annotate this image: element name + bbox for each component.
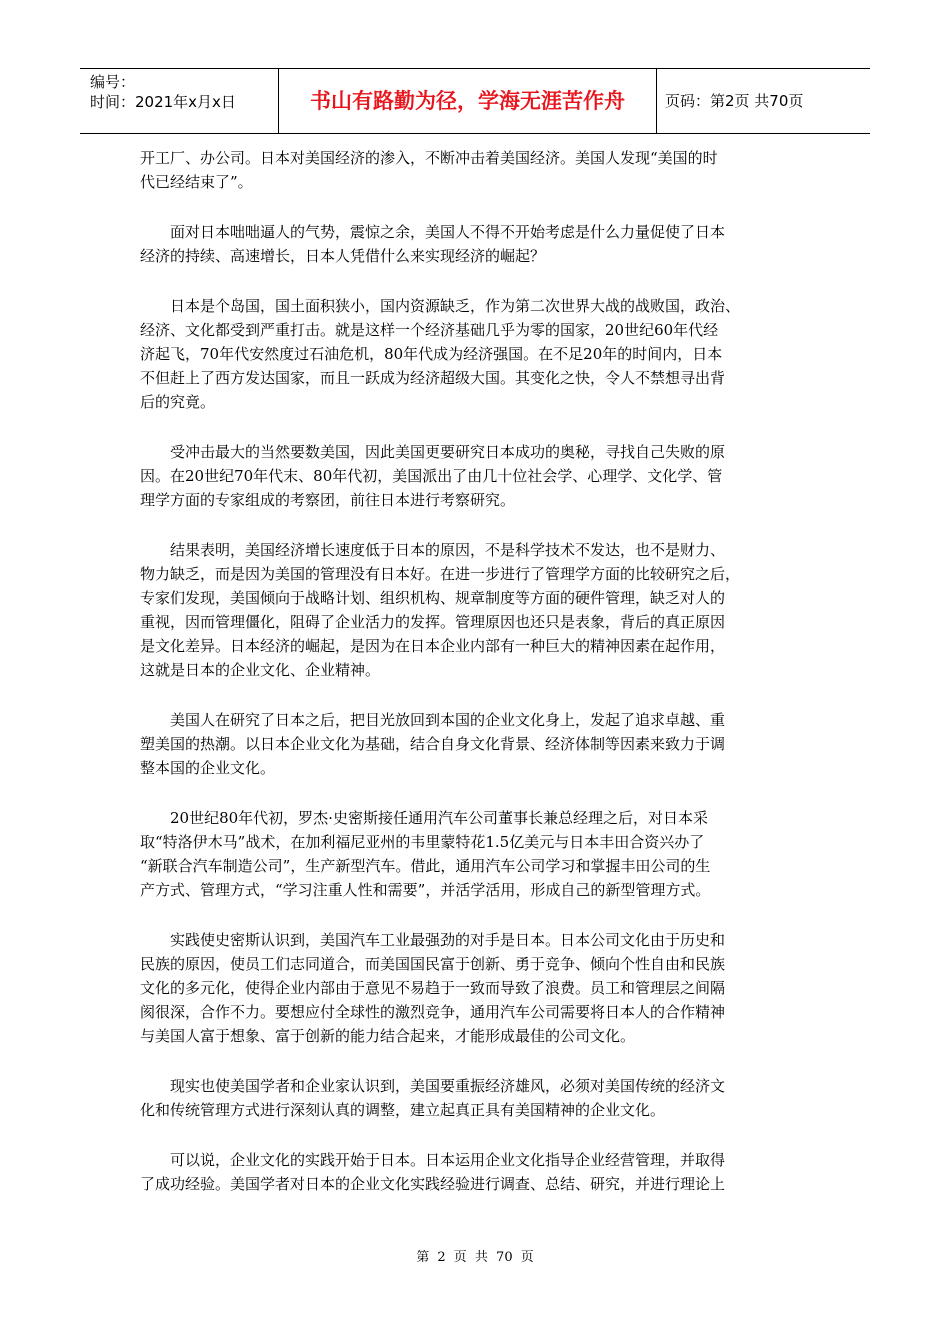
- paragraph-line: 代已经结束了”。: [140, 173, 253, 191]
- paragraph-line: 因。在20世纪70年代末、80年代初，美国派出了由几十位社会学、心理学、文化学、管: [140, 467, 723, 485]
- paragraph-line: 专家们发现，美国倾向于战略计划、组织机构、规章制度等方面的硬件管理，缺乏对人的: [140, 589, 726, 607]
- paragraph-line: 日本是个岛国，国土面积狭小，国内资源缺乏，作为第二次世界大战的战败国，政治、: [170, 297, 741, 315]
- paragraph-line: 经济、文化都受到严重打击。就是这样一个经济基础几乎为零的国家，20世纪60年代经: [140, 321, 719, 339]
- paragraph-line: 产方式、管理方式，“学习注重人性和需要”，并活学活用，形成自己的新型管理方式。: [140, 881, 711, 899]
- paragraph-line: 实践使史密斯认识到，美国汽车工业最强劲的对手是日本。日本公司文化由于历史和: [170, 931, 726, 949]
- document-body: [140, 146, 805, 1222]
- paragraph-line: 是文化差异。日本经济的崛起，是因为在日本企业内部有一种巨大的精神因素在起作用，: [140, 637, 726, 655]
- paragraph-line: 美国人在研究了日本之后，把目光放回到本国的企业文化身上，发起了追求卓越、重: [170, 711, 726, 729]
- paragraph-line: 整本国的企业文化。: [140, 759, 276, 777]
- paragraph-line: 后的究竟。: [140, 393, 216, 411]
- paragraph-line: 化和传统管理方式进行深刻认真的调整，建立起真正具有美国精神的企业文化。: [140, 1101, 666, 1119]
- paragraph-line: 塑美国的热潮。以日本企业文化为基础，结合自身文化背景、经济体制等因素来致力于调: [140, 735, 726, 753]
- paragraph-line: 现实也使美国学者和企业家认识到，美国要重振经济雄风，必须对美国传统的经济文: [170, 1077, 726, 1095]
- paragraph-line: “新联合汽车制造公司”，生产新型汽车。借此，通用汽车公司学习和掌握丰田公司的生: [140, 857, 711, 875]
- paragraph: [140, 294, 805, 414]
- paragraph-line: 面对日本咄咄逼人的气势，震惊之余，美国人不得不开始考虑是什么力量促使了日本: [170, 223, 726, 241]
- paragraph-line: 物力缺乏，而是因为美国的管理没有日本好。在进一步进行了管理学方面的比较研究之后，: [140, 565, 741, 583]
- paragraph-line: 20世纪80年代初，罗杰·史密斯接任通用汽车公司董事长兼总经理之后，对日本采: [170, 809, 708, 827]
- header-meta: [80, 69, 279, 133]
- document-number-label: 编号：: [90, 73, 136, 91]
- document-date-label: 时间：2021年x月x日: [90, 93, 236, 111]
- paragraph: [140, 928, 805, 1048]
- page-footer: 第 2 页 共 70 页: [416, 1250, 534, 1265]
- paragraph: [140, 146, 805, 194]
- paragraph: [140, 220, 805, 268]
- paragraph-line: 经济的持续、高速增长，日本人凭借什么来实现经济的崛起？: [140, 247, 546, 265]
- paragraph: [140, 708, 805, 780]
- header-page-code: 页码：第2页 共70页: [665, 92, 804, 110]
- paragraph-line: 阂很深，合作不力。要想应付全球性的激烈竞争，通用汽车公司需要将日本人的合作精神: [140, 1003, 726, 1021]
- paragraph-line: 受冲击最大的当然要数美国，因此美国更要研究日本成功的奥秘，寻找自己失败的原: [170, 443, 726, 461]
- header-motto: 书山有路勤为径，学海无涯苦作舟: [279, 69, 657, 133]
- paragraph-line: 开工厂、办公司。日本对美国经济的渗入，不断冲击着美国经济。美国人发现“美国的时: [140, 149, 718, 167]
- paragraph-line: 这就是日本的企业文化、企业精神。: [140, 661, 381, 679]
- paragraph-line: 与美国人富于想象、富于创新的能力结合起来，才能形成最佳的公司文化。: [140, 1027, 636, 1045]
- paragraph-line: 取“特洛伊木马”战术，在加利福尼亚州的韦里蒙特花1.5亿美元与日本丰田合资兴办了: [140, 833, 705, 851]
- paragraph: [140, 1148, 805, 1196]
- paragraph-line: 可以说，企业文化的实践开始于日本。日本运用企业文化指导企业经营管理，并取得: [170, 1151, 726, 1169]
- paragraph: [140, 806, 805, 902]
- page-header: [80, 68, 870, 134]
- paragraph-line: 民族的原因，使员工们志同道合，而美国国民富于创新、勇于竞争、倾向个性自由和民族: [140, 955, 726, 973]
- paragraph-line: 理学方面的专家组成的考察团，前往日本进行考察研究。: [140, 491, 516, 509]
- paragraph-line: 文化的多元化，使得企业内部由于意见不易趋于一致而导致了浪费。员工和管理层之间隔: [140, 979, 726, 997]
- paragraph: [140, 1074, 805, 1122]
- paragraph-line: 了成功经验。美国学者对日本的企业文化实践经验进行调查、总结、研究，并进行理论上: [140, 1175, 726, 1193]
- paragraph-line: 不但赶上了西方发达国家，而且一跃成为经济超级大国。其变化之快，令人不禁想寻出背: [140, 369, 726, 387]
- paragraph-line: 济起飞，70年代安然度过石油危机，80年代成为经济强国。在不足20年的时间内，日本: [140, 345, 723, 363]
- paragraph-line: 结果表明，美国经济增长速度低于日本的原因，不是科学技术不发达，也不是财力、: [170, 541, 726, 559]
- paragraph: [140, 538, 805, 682]
- paragraph-line: 重视，因而管理僵化，阻碍了企业活力的发挥。管理原因也还只是表象，背后的真正原因: [140, 613, 726, 631]
- paragraph: [140, 440, 805, 512]
